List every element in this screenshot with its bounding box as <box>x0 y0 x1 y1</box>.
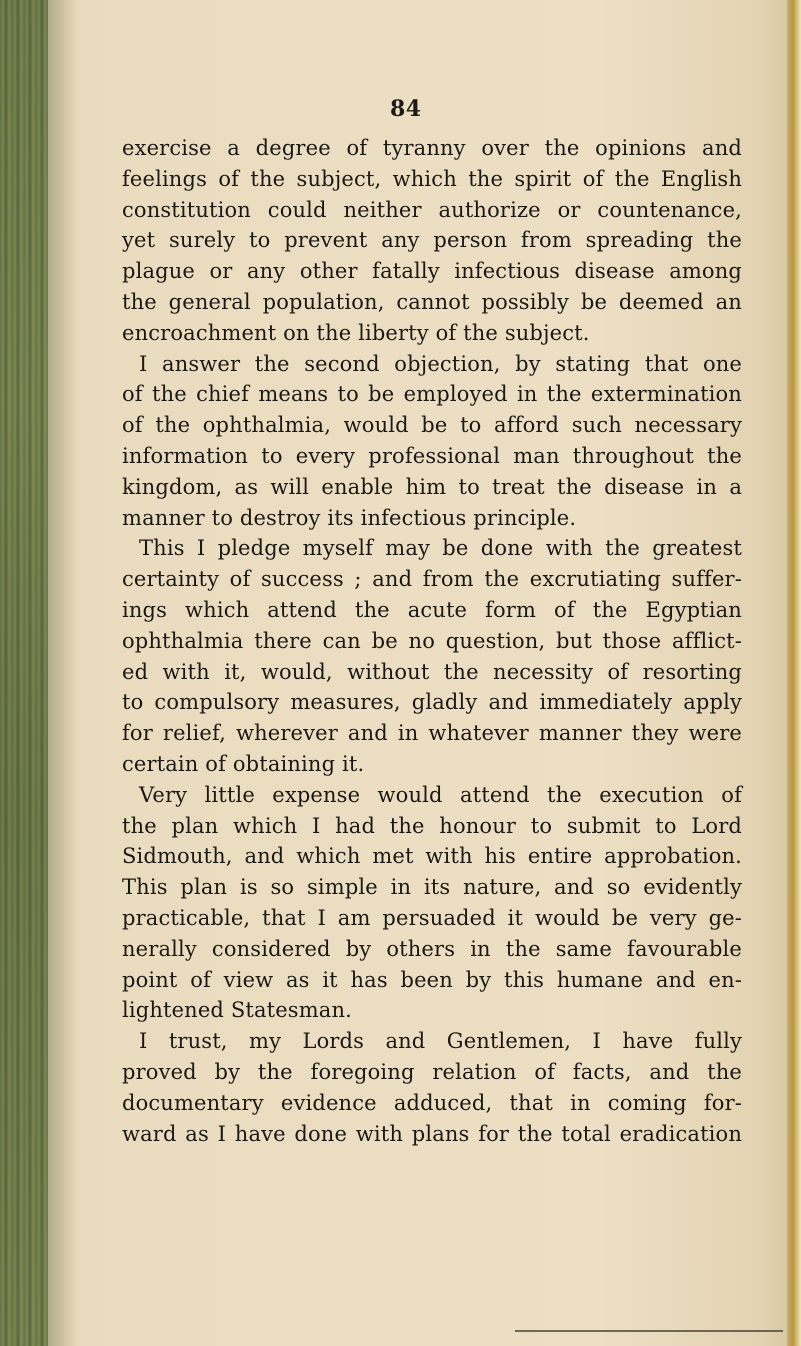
paragraph-start: This I pledge myself may be done with the greatest <box>139 536 742 561</box>
text-line: of the chief means to be employed in the extermination <box>122 382 742 407</box>
text-line: information to every professional man throughout the <box>122 443 742 468</box>
text-line: kingdom, as will enable him to treat the disease in a <box>122 474 742 499</box>
book-binding-left <box>0 0 48 1346</box>
text-line: exercise a degree of tyranny over the opinions and <box>122 136 742 160</box>
text-line: nerally considered by others in the same favourable <box>122 936 742 961</box>
text-line: ings which attend the acute form of the Egyptian <box>122 597 742 622</box>
text-line: point of view as it has been by this humane and en- <box>122 967 742 992</box>
text-line: to compulsory measures, gladly and immediately apply <box>122 690 742 715</box>
body-text <box>122 133 742 1149</box>
text-line: documentary evidence adduced, that in coming for- <box>122 1090 742 1115</box>
text-line: practicable, that I am persuaded it would be very ge- <box>122 905 742 930</box>
text-line: Sidmouth, and which met with his entire approbation. <box>122 844 742 869</box>
binding-shadow <box>48 0 78 1346</box>
paragraph-start: Very little expense would attend the execution of <box>139 782 742 807</box>
text-line: certainty of success ; and from the excrutiating suffer- <box>122 567 742 592</box>
text-line: manner to destroy its infectious principle. <box>122 505 577 530</box>
text-line: ophthalmia there can be no question, but those afflict- <box>122 628 742 653</box>
paragraph-start: I answer the second objection, by stating that one <box>139 351 742 376</box>
text-line: feelings of the subject, which the spirit of the English <box>122 166 742 191</box>
text-line: the general population, cannot possibly be deemed an <box>122 289 742 314</box>
text-line: proved by the foregoing relation of facts, and the <box>122 1059 742 1084</box>
book-binding-right <box>787 0 801 1346</box>
text-line: lightened Statesman. <box>122 998 352 1023</box>
text-line: plague or any other fatally infectious disease among <box>122 259 742 284</box>
page-bottom-rule <box>515 1330 783 1332</box>
text-line: certain of obtaining it. <box>122 751 365 776</box>
text-line: the plan which I had the honour to submit to Lord <box>122 813 742 838</box>
text-line: constitution could neither authorize or countenance, <box>122 197 742 222</box>
text-line: encroachment on the liberty of the subject. <box>122 320 590 345</box>
paragraph-start: I trust, my Lords and Gentlemen, I have fully <box>139 1029 742 1054</box>
text-line: ed with it, would, without the necessity of resorting <box>122 659 742 684</box>
text-line: yet surely to prevent any person from spreading the <box>122 228 742 253</box>
text-line: of the ophthalmia, would be to afford such necessary <box>122 413 742 438</box>
text-line: for relief, wherever and in whatever manner they were <box>122 721 742 746</box>
page-number: 84 <box>390 96 422 122</box>
text-line: This plan is so simple in its nature, and so evidently <box>122 875 742 900</box>
text-line: ward as I have done with plans for the total eradication <box>122 1121 742 1146</box>
